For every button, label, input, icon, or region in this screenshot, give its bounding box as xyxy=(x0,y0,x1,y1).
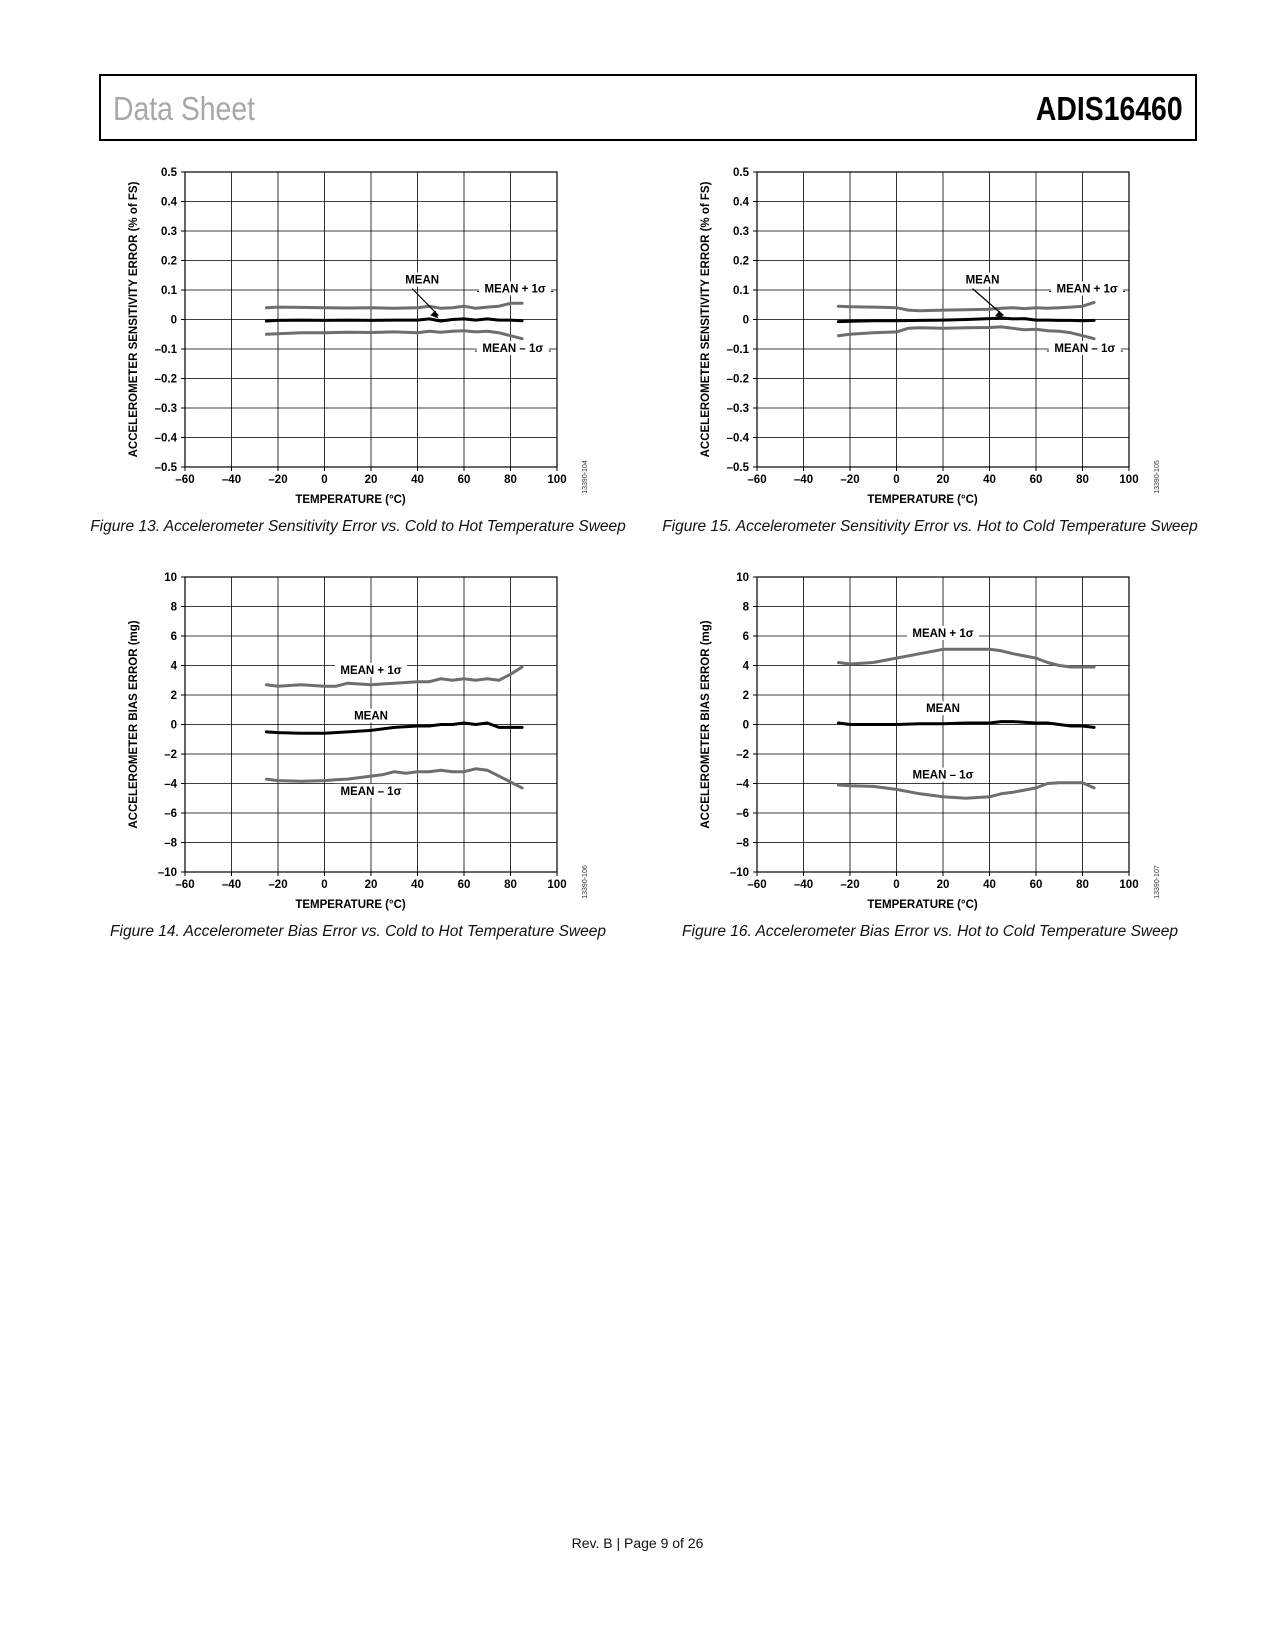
x-tick-label: –20 xyxy=(268,879,288,891)
figure-code: 13390-106 xyxy=(582,865,589,899)
annotation-label: MEAN + 1σ xyxy=(484,283,546,296)
y-axis-title: ACCELEROMETER SENSITIVITY ERROR (% of FS) xyxy=(700,181,712,458)
series-line-mean-minus-sigma xyxy=(266,331,522,339)
x-tick-label: 20 xyxy=(936,474,950,486)
x-axis-title: TEMPERATURE (°C) xyxy=(867,899,978,911)
figure-code: 13390-105 xyxy=(1154,460,1161,494)
figure-code: 13390-107 xyxy=(1154,865,1161,899)
annotation-label: MEAN xyxy=(354,710,388,723)
y-tick-label: –0.5 xyxy=(154,462,177,474)
annotation-label: MEAN + 1σ xyxy=(912,628,974,640)
y-tick-label: 0.3 xyxy=(733,226,749,238)
annotation-label: MEAN xyxy=(926,703,960,716)
x-axis-title: TEMPERATURE (°C) xyxy=(867,494,978,506)
x-tick-label: –20 xyxy=(840,474,860,486)
y-tick-label: 4 xyxy=(170,660,177,673)
x-tick-label: 60 xyxy=(457,879,471,891)
series-line-mean xyxy=(838,318,1094,322)
y-axis-title: ACCELEROMETER BIAS ERROR (mg) xyxy=(700,620,712,829)
y-tick-label: 4 xyxy=(742,660,749,673)
y-tick-label: 0 xyxy=(742,719,749,732)
x-tick-label: 100 xyxy=(547,474,567,486)
x-tick-label: 60 xyxy=(457,474,471,486)
y-tick-label: –4 xyxy=(164,778,177,791)
y-tick-label: –0.5 xyxy=(726,462,749,474)
y-tick-label: –0.2 xyxy=(726,373,749,386)
annotation-label: MEAN – 1σ xyxy=(482,343,544,356)
x-tick-label: 20 xyxy=(364,474,378,486)
y-tick-label: –6 xyxy=(164,808,177,820)
page-header xyxy=(99,74,1197,141)
series-line-mean xyxy=(838,722,1094,728)
x-tick-label: 100 xyxy=(1119,474,1139,486)
y-tick-label: –6 xyxy=(736,808,749,820)
x-tick-label: 100 xyxy=(1119,879,1139,891)
x-tick-label: –40 xyxy=(221,879,242,891)
series-line-mean-minus-sigma xyxy=(838,783,1094,799)
x-tick-label: –60 xyxy=(747,879,767,891)
y-tick-label: –0.1 xyxy=(154,344,177,356)
x-tick-label: 0 xyxy=(321,474,328,486)
x-tick-label: 80 xyxy=(504,879,517,891)
x-tick-label: 40 xyxy=(983,474,996,486)
x-tick-label: –40 xyxy=(793,474,814,486)
y-tick-label: –10 xyxy=(157,867,177,879)
y-tick-label: 8 xyxy=(742,601,749,614)
x-tick-label: 80 xyxy=(504,474,517,486)
y-tick-label: –2 xyxy=(736,749,749,761)
x-tick-label: –60 xyxy=(175,474,195,486)
x-tick-label: 40 xyxy=(411,879,424,891)
x-tick-label: 20 xyxy=(364,879,378,891)
y-tick-label: 8 xyxy=(170,601,177,614)
chart-fig14 xyxy=(100,565,600,915)
y-tick-label: –0.1 xyxy=(726,344,749,356)
y-tick-label: –4 xyxy=(736,778,749,791)
x-axis-title: TEMPERATURE (°C) xyxy=(295,494,406,506)
y-tick-label: –0.2 xyxy=(154,373,177,386)
chart-fig15 xyxy=(672,160,1172,510)
x-tick-label: –20 xyxy=(840,879,860,891)
y-tick-label: 0.2 xyxy=(733,255,749,268)
chart-svg xyxy=(672,565,1172,915)
x-tick-label: 100 xyxy=(547,879,567,891)
page-footer: Rev. B | Page 9 of 26 xyxy=(571,1535,704,1551)
x-tick-label: –60 xyxy=(175,879,195,891)
y-tick-label: –2 xyxy=(164,749,177,761)
y-tick-label: 0 xyxy=(742,314,749,327)
x-tick-label: 60 xyxy=(1029,879,1043,891)
y-tick-label: –8 xyxy=(164,837,177,850)
y-tick-label: 6 xyxy=(742,631,749,643)
y-tick-label: 0.3 xyxy=(161,226,177,238)
y-tick-label: 2 xyxy=(170,690,177,702)
y-tick-label: –8 xyxy=(736,837,749,850)
y-tick-label: 0.5 xyxy=(733,167,749,179)
y-tick-label: –0.4 xyxy=(726,432,749,445)
series-line-mean xyxy=(266,319,522,321)
annotation-label: MEAN – 1σ xyxy=(1054,343,1116,356)
y-tick-label: –0.3 xyxy=(726,403,749,415)
x-axis-title: TEMPERATURE (°C) xyxy=(295,899,406,911)
chart-svg xyxy=(672,160,1172,510)
x-tick-label: 0 xyxy=(321,879,328,891)
series-line-mean-plus-sigma xyxy=(838,302,1094,310)
figure-code: 13390-104 xyxy=(582,460,589,494)
caption-fig13: Figure 13. Accelerometer Sensitivity Error vs. Cold to Hot Temperature Sweep xyxy=(90,518,626,535)
part-number: ADIS16460 xyxy=(1036,90,1183,127)
x-tick-label: –40 xyxy=(221,474,242,486)
y-tick-label: 0 xyxy=(170,719,177,732)
x-tick-label: 60 xyxy=(1029,474,1043,486)
doc-type: Data Sheet xyxy=(113,90,256,127)
annotation-label: MEAN + 1σ xyxy=(340,664,402,677)
y-tick-label: –10 xyxy=(729,867,749,879)
y-tick-label: 0.4 xyxy=(161,196,177,209)
x-tick-label: 40 xyxy=(983,879,996,891)
y-tick-label: –0.4 xyxy=(154,432,177,445)
x-tick-label: –40 xyxy=(793,879,814,891)
y-tick-label: 6 xyxy=(170,631,177,643)
caption-fig15: Figure 15. Accelerometer Sensitivity Error vs. Hot to Cold Temperature Sweep xyxy=(662,518,1198,535)
y-tick-label: 0 xyxy=(170,314,177,327)
series-line-mean-minus-sigma xyxy=(838,327,1094,339)
x-tick-label: –20 xyxy=(268,474,288,486)
y-axis-title: ACCELEROMETER BIAS ERROR (mg) xyxy=(128,620,140,829)
annotation-label: MEAN xyxy=(405,274,440,287)
x-tick-label: –60 xyxy=(747,474,767,486)
x-tick-label: 0 xyxy=(893,879,900,891)
x-tick-label: 40 xyxy=(411,474,424,486)
y-axis-title: ACCELEROMETER SENSITIVITY ERROR (% of FS) xyxy=(128,181,140,458)
x-tick-label: 20 xyxy=(936,879,950,891)
y-tick-label: 0.1 xyxy=(161,285,177,297)
chart-svg xyxy=(100,565,600,915)
annotation-label: MEAN xyxy=(965,274,1000,287)
annotation-arrow xyxy=(973,289,1004,316)
chart-fig13 xyxy=(100,160,600,510)
annotation-label: MEAN – 1σ xyxy=(340,785,402,798)
y-tick-label: –0.3 xyxy=(154,403,177,415)
annotation-label: MEAN – 1σ xyxy=(912,769,974,782)
x-tick-label: 0 xyxy=(893,474,900,486)
y-tick-label: 0.2 xyxy=(161,255,177,268)
x-tick-label: 80 xyxy=(1076,474,1089,486)
x-tick-label: 80 xyxy=(1076,879,1089,891)
caption-fig16: Figure 16. Accelerometer Bias Error vs. Hot to Cold Temperature Sweep xyxy=(682,923,1178,940)
y-tick-label: 2 xyxy=(742,690,749,702)
y-tick-label: 0.5 xyxy=(161,167,177,179)
series-line-mean-plus-sigma xyxy=(838,649,1094,667)
y-tick-label: 0.4 xyxy=(733,196,749,209)
series-line-mean-plus-sigma xyxy=(266,303,522,308)
chart-fig16 xyxy=(672,565,1172,915)
annotation-label: MEAN + 1σ xyxy=(1056,283,1118,296)
y-tick-label: 0.1 xyxy=(733,285,749,297)
y-tick-label: 10 xyxy=(164,572,177,584)
caption-fig14: Figure 14. Accelerometer Bias Error vs. Cold to Hot Temperature Sweep xyxy=(110,923,606,940)
chart-svg xyxy=(100,160,600,510)
y-tick-label: 10 xyxy=(736,572,749,584)
